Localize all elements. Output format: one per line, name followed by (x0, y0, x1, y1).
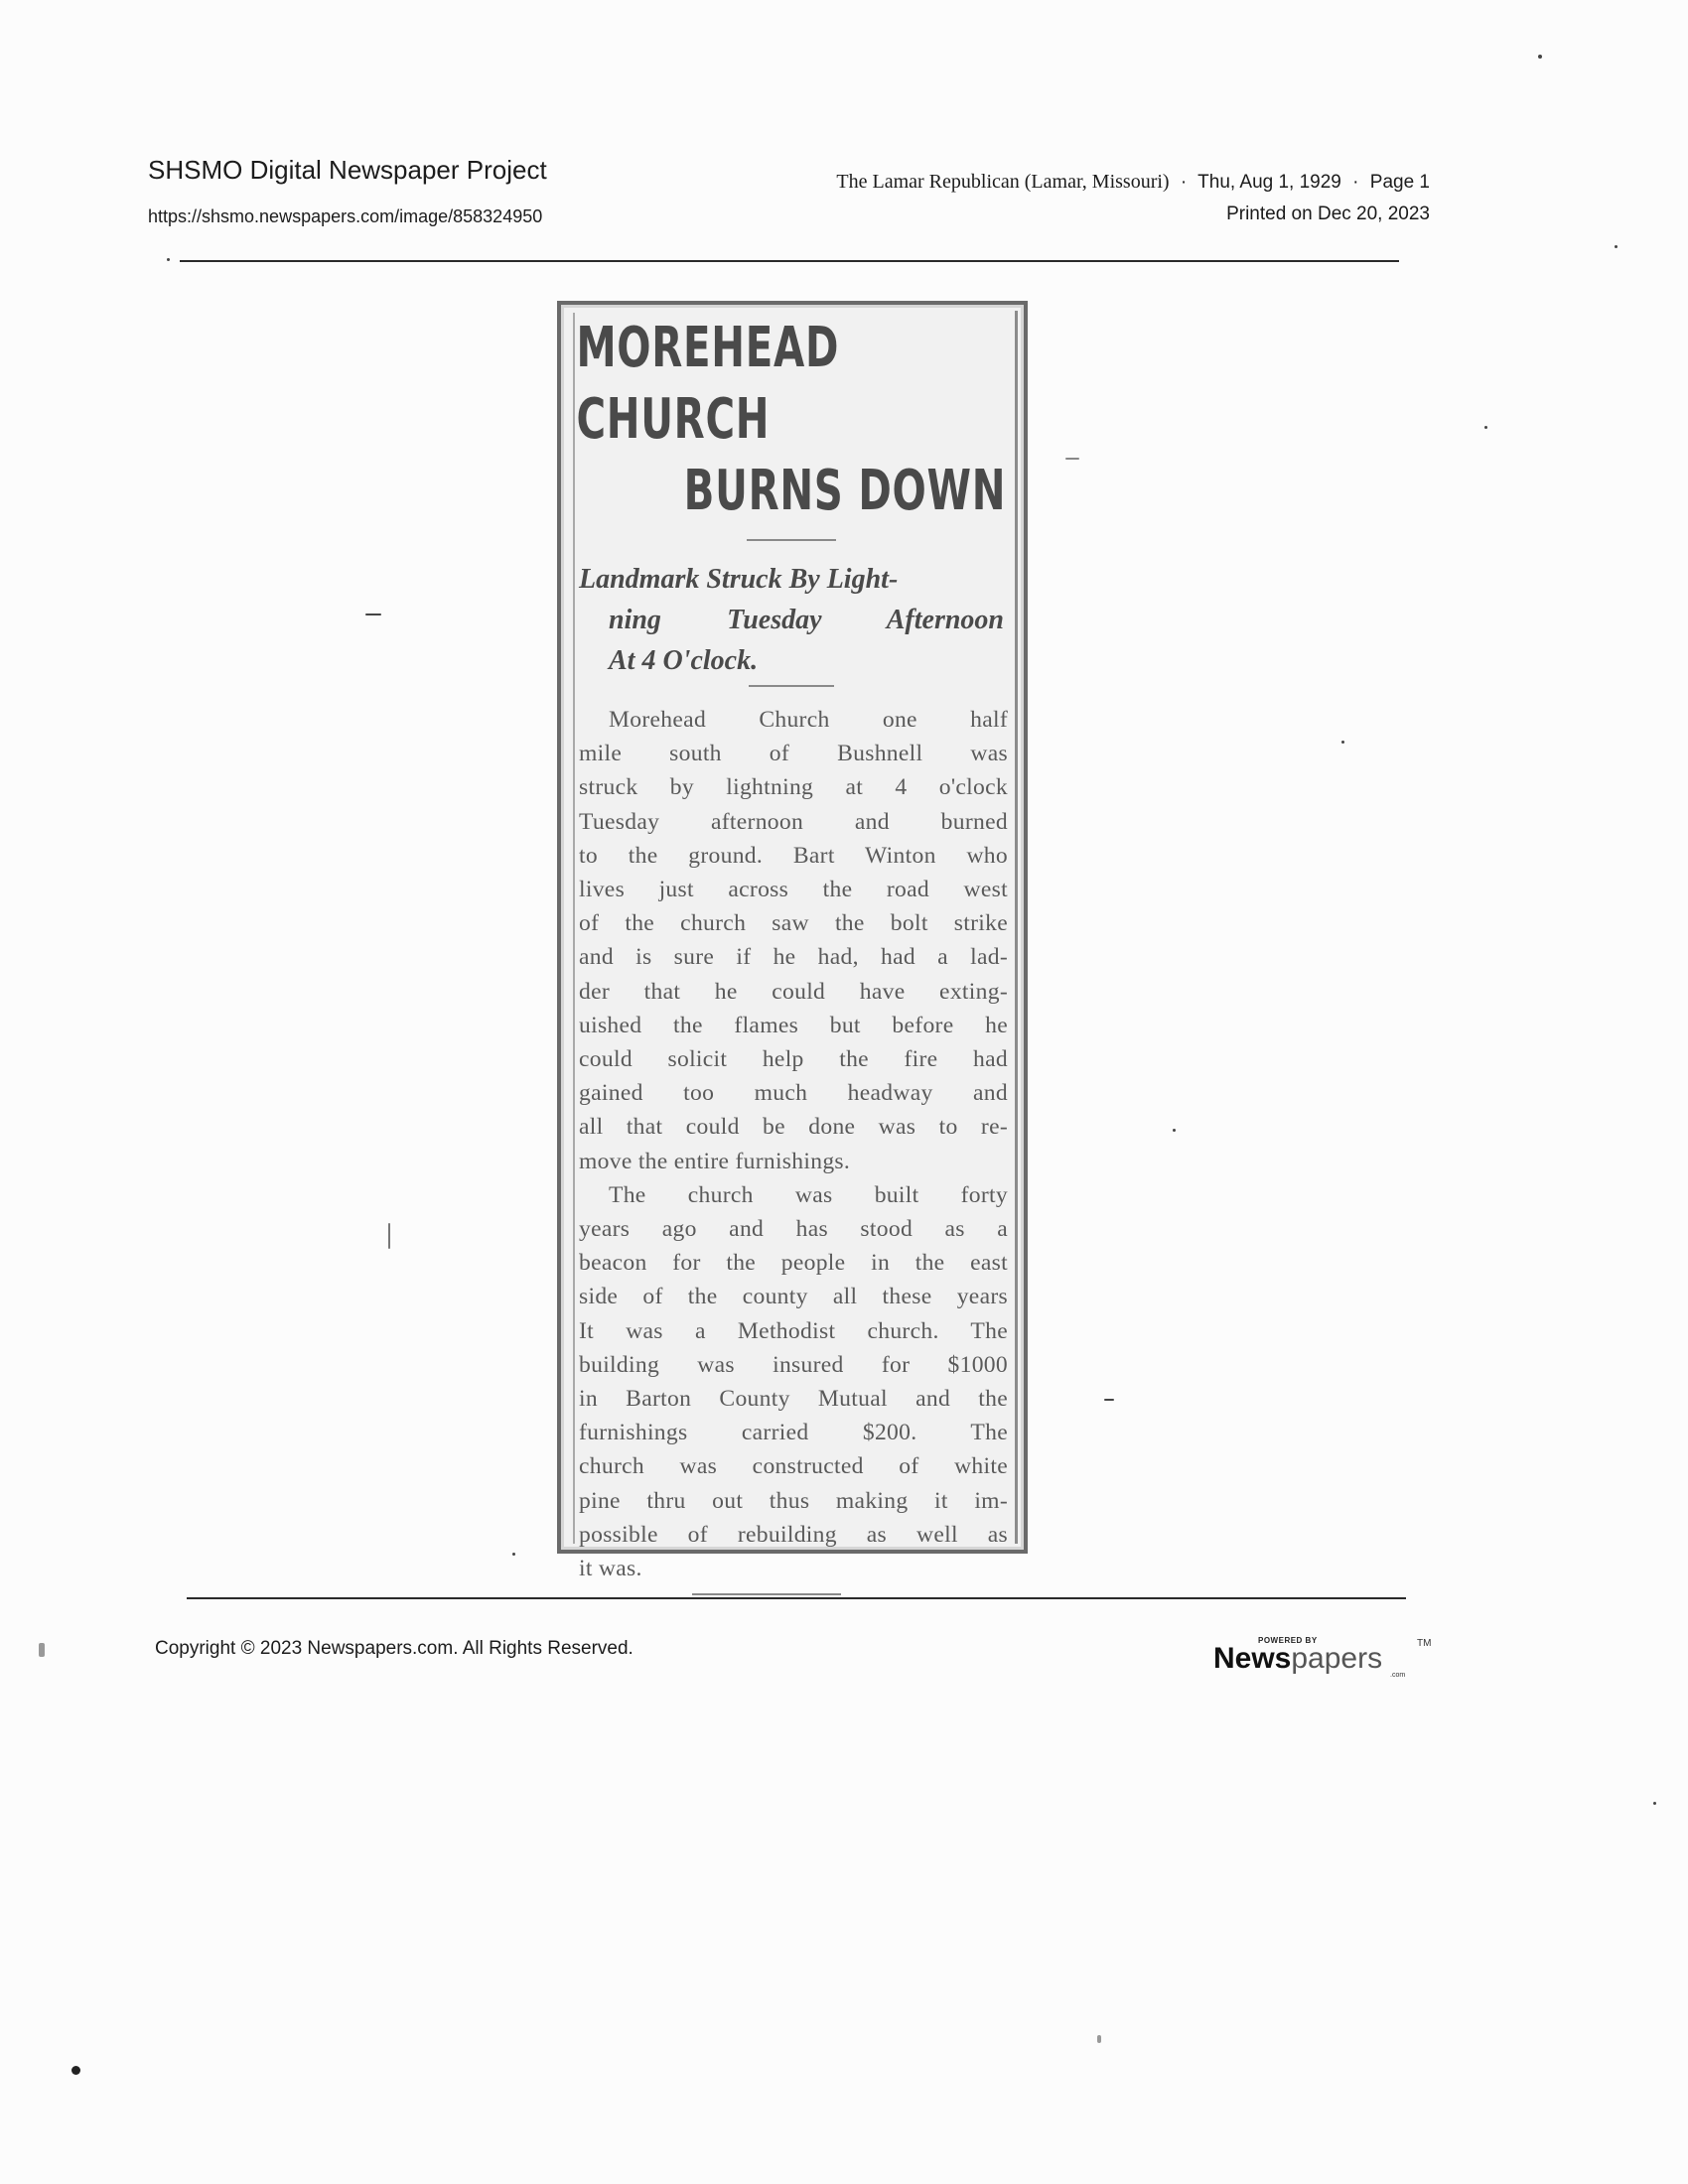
separator: · (1352, 172, 1359, 193)
body-line: and is sure if he had, had a lad- (579, 944, 1008, 971)
clipping-column (573, 313, 1008, 1582)
body-line: Morehead Church one half (609, 707, 1008, 733)
body-line: pine thru out thus making it im- (579, 1487, 1008, 1514)
subhead-line: ning Tuesday Afternoon (609, 605, 1004, 635)
body-line: gained too much headway and (579, 1080, 1008, 1107)
publication-line (836, 171, 1430, 194)
scan-speck (1341, 741, 1344, 744)
copyright-notice: Copyright © 2023 Newspapers.com. All Rights Reserved. (155, 1638, 633, 1659)
scan-speck (167, 258, 170, 261)
body-line: der that he could have exting- (579, 978, 1008, 1005)
body-line: building was insured for $1000 (579, 1351, 1008, 1378)
body-line: move the entire furnishings. (579, 1148, 851, 1174)
body-line: could solicit help the fire had (579, 1046, 1008, 1073)
scan-speck (1484, 426, 1487, 429)
article-end-rule (692, 1593, 841, 1595)
publication-date: Thu, Aug 1, 1929 (1197, 172, 1341, 193)
newspapers-logo[interactable] (1213, 1634, 1437, 1682)
logo-news: News (1213, 1642, 1292, 1675)
publication-info (836, 171, 1430, 225)
scan-speck (1104, 1399, 1114, 1401)
scan-speck (1097, 2035, 1101, 2043)
body-line: It was a Methodist church. The (579, 1317, 1008, 1344)
publication-name: The Lamar Republican (Lamar, Missouri) (836, 171, 1170, 193)
headline-line: MOREHEAD CHURCH (576, 316, 840, 452)
body-line: beacon for the people in the east (579, 1250, 1008, 1277)
project-title: SHSMO Digital Newspaper Project (148, 155, 547, 185)
newspaper-clipping (557, 301, 1028, 1582)
column-rule (1015, 311, 1018, 1544)
printed-date: Printed on Dec 20, 2023 (1226, 204, 1430, 224)
body-line: furnishings carried $200. The (579, 1420, 1008, 1446)
body-line: struck by lightning at 4 o'clock (579, 774, 1008, 801)
scan-speck (71, 2066, 80, 2075)
scan-speck (1173, 1129, 1176, 1132)
scan-speck (39, 1643, 45, 1657)
scan-speck (388, 1223, 390, 1249)
logo-wordmark (1213, 1642, 1382, 1676)
image-url: https://shsmo.newspapers.com/image/858324950 (148, 206, 543, 226)
body-line: to the ground. Bart Winton who (579, 842, 1008, 869)
separator: · (1180, 172, 1188, 193)
body-line: Tuesday afternoon and burned (579, 808, 1008, 835)
body-line: uished the flames but before he (579, 1012, 1008, 1038)
article-body (575, 703, 1008, 1585)
page-number: Page 1 (1369, 172, 1430, 193)
scan-speck (1615, 245, 1618, 248)
headline-line: BURNS DOWN (683, 459, 1007, 523)
body-line: years ago and has stood as a (579, 1216, 1008, 1243)
scan-speck (1538, 55, 1542, 59)
section-divider (747, 539, 836, 541)
body-line: side of the county all these years (579, 1284, 1008, 1310)
scan-speck (512, 1553, 515, 1556)
logo-powered-by: POWERED BY (1258, 1636, 1318, 1645)
scan-speck (1065, 458, 1079, 460)
body-line: The church was built forty (609, 1181, 1008, 1208)
body-line: lives just across the road west (579, 877, 1008, 903)
logo-papers: papers (1291, 1642, 1383, 1675)
article-subhead (575, 559, 1008, 681)
footer-divider (187, 1597, 1406, 1599)
body-line: church was constructed of white (579, 1453, 1008, 1480)
body-line: of the church saw the bolt strike (579, 910, 1008, 937)
body-line: it was. (579, 1556, 642, 1582)
body-line: mile south of Bushnell was (579, 741, 1008, 767)
body-line: all that could be done was to re- (579, 1114, 1008, 1141)
body-line: in Barton County Mutual and the (579, 1386, 1008, 1413)
section-divider (749, 685, 834, 687)
subhead-line: Landmark Struck By Light- (579, 564, 899, 595)
logo-dotcom: .com (1390, 1672, 1406, 1679)
scan-speck (1653, 1802, 1656, 1805)
header-divider (180, 260, 1399, 262)
logo-trademark: TM (1417, 1638, 1432, 1649)
body-line: possible of rebuilding as well as (579, 1521, 1008, 1548)
scan-speck (365, 614, 381, 615)
article-headline (575, 313, 1015, 527)
subhead-line: At 4 O'clock. (609, 645, 759, 676)
